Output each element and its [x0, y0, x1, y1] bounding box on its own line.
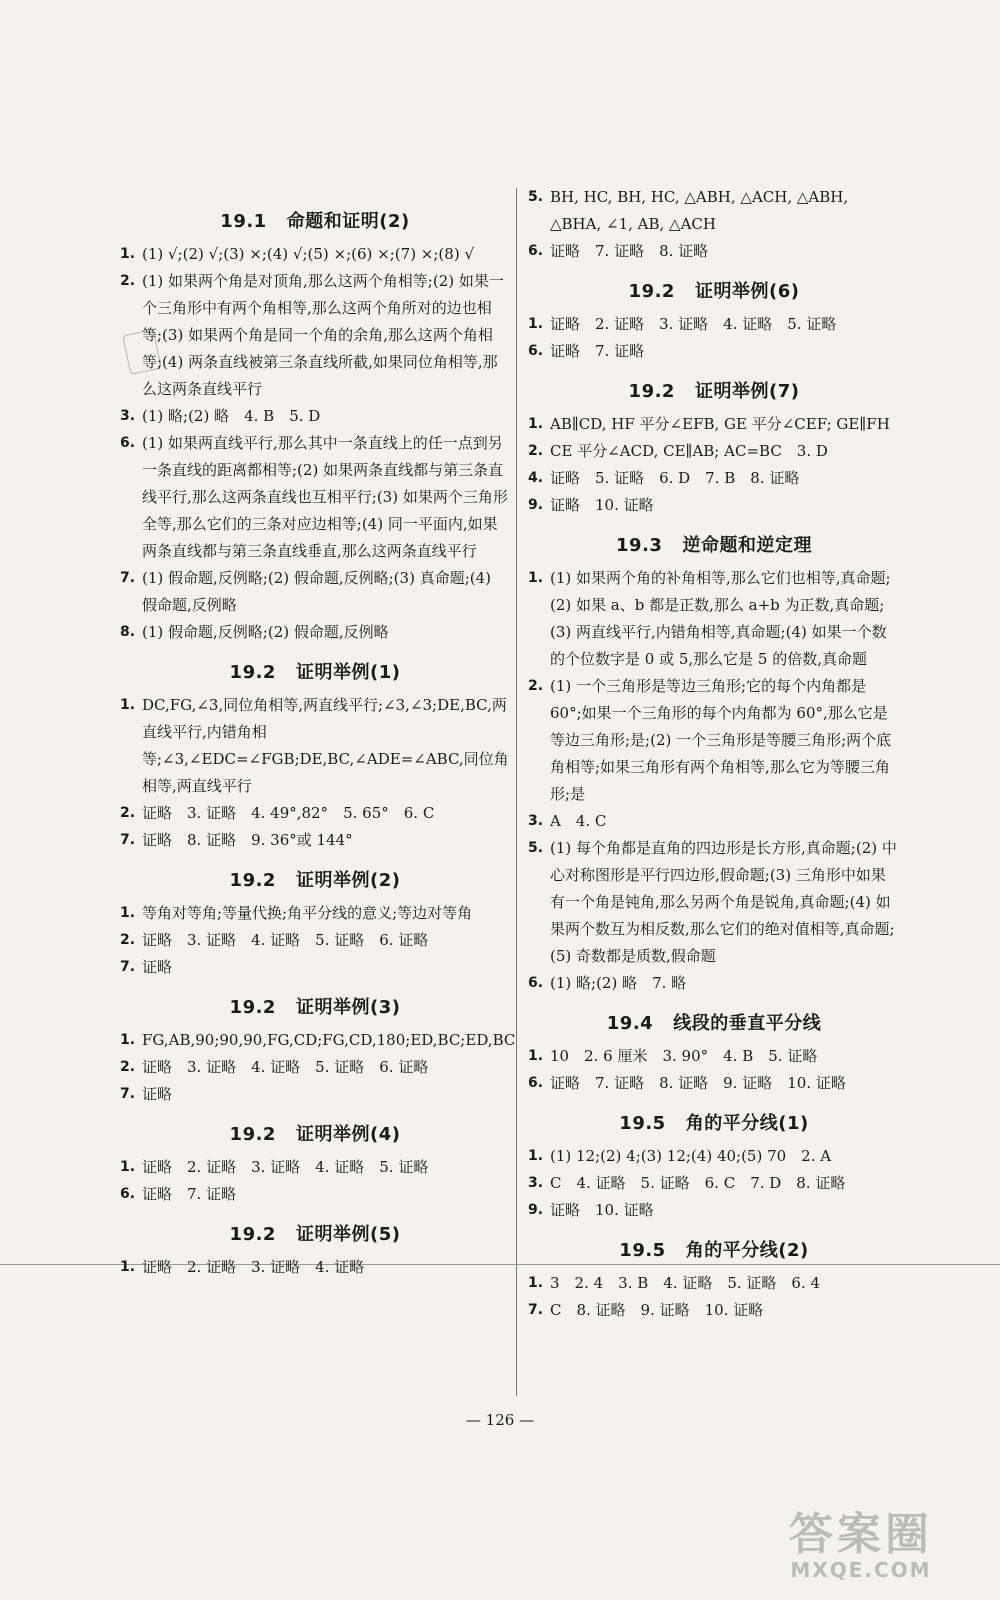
item-text: (1) 如果两个角是对顶角,那么这两个角相等;(2) 如果一个三角形中有两个角相等,那么这两个角所对的边也相等;(3) 如果两个角是同一个角的余角,那么这两个角相等;(4) 两条直线被第三条直线所截,如果同位角相等,那么这两条直线平行 [142, 272, 504, 398]
left-column [120, 195, 516, 1281]
section-heading [528, 277, 900, 303]
answer-item [528, 465, 900, 492]
item-text: CE 平分∠ACD, CE∥AB; AC=BC 3. D [550, 442, 828, 460]
answer-item [120, 1254, 510, 1281]
item-number: 7. [120, 1086, 136, 1102]
answer-section [120, 658, 510, 854]
answer-item [120, 241, 510, 268]
item-number: 1. [120, 246, 136, 262]
section-number: 19.2 [229, 870, 276, 891]
answer-item [528, 492, 900, 519]
item-text: 证略 7. 证略 [550, 342, 645, 360]
item-text: 10 2. 6 厘米 3. 90° 4. B 5. 证略 [550, 1047, 818, 1065]
section-heading [528, 1236, 900, 1262]
answer-item [120, 1181, 510, 1208]
item-text: (1) 如果两个角的补角相等,那么它们也相等,真命题;(2) 如果 a、b 都是正数,那么 a+b 为正数,真命题;(3) 两直线平行,内错角相等,真命题;(4) 如果一个数的个位数字是 0 或 5,那么它是 5 的倍数,真命题 [550, 569, 891, 668]
answer-item [528, 411, 900, 438]
answer-section [120, 1220, 510, 1281]
page-number: — 126 — [465, 1411, 535, 1429]
item-text: AB∥CD, HF 平分∠EFB, GE 平分∠CEF; GE∥FH [550, 415, 890, 433]
section-number: 19.3 [616, 535, 663, 556]
item-text: (1) 假命题,反例略;(2) 假命题,反例略;(3) 真命题;(4) 假命题,反例略 [142, 569, 491, 614]
answer-section [528, 377, 900, 519]
item-number: 6. [120, 435, 136, 451]
answer-item [528, 1170, 900, 1197]
answer-item [528, 184, 900, 238]
answer-item [528, 311, 900, 338]
item-text: 证略 8. 证略 9. 36°或 144° [142, 831, 353, 849]
item-number: 1. [120, 1259, 136, 1275]
item-number: 7. [120, 959, 136, 975]
answer-item [528, 970, 900, 997]
answer-item [120, 900, 510, 927]
item-number: 1. [528, 1275, 544, 1291]
section-title: 证明举例(1) [295, 662, 401, 683]
item-text: (1) 假命题,反例略;(2) 假命题,反例略 [142, 623, 389, 641]
answer-item [120, 430, 510, 565]
item-number: 3. [120, 408, 136, 424]
item-text: (1) √;(2) √;(3) ×;(4) √;(5) ×;(6) ×;(7) ×;(8) √ [142, 245, 475, 263]
item-number: 1. [120, 1159, 136, 1175]
answer-item [528, 438, 900, 465]
item-text: 证略 5. 证略 6. D 7. B 8. 证略 [550, 469, 800, 487]
answer-section [528, 184, 900, 265]
answer-section [120, 993, 516, 1108]
item-number: 1. [528, 1048, 544, 1064]
item-text: FG,AB,90;90,90,FG,CD;FG,CD,180;ED,BC;ED,BC [142, 1031, 516, 1049]
item-number: 7. [528, 1302, 544, 1318]
item-number: 1. [528, 416, 544, 432]
section-heading [120, 866, 510, 892]
answer-item [528, 565, 900, 673]
item-number: 1. [528, 570, 544, 586]
section-number: 19.2 [628, 281, 675, 302]
section-number: 19.2 [229, 1224, 276, 1245]
answer-item [120, 1081, 510, 1108]
answer-item [528, 338, 900, 365]
item-text: 证略 7. 证略 8. 证略 [550, 242, 709, 260]
section-heading [528, 1109, 900, 1135]
item-text: 证略 2. 证略 3. 证略 4. 证略 [142, 1258, 365, 1276]
section-title: 角的平分线(1) [685, 1113, 809, 1134]
item-number: 2. [120, 932, 136, 948]
answer-item [528, 1197, 900, 1224]
section-title: 证明举例(2) [295, 870, 401, 891]
item-text: 证略 2. 证略 3. 证略 4. 证略 5. 证略 [550, 315, 837, 333]
section-title: 证明举例(6) [694, 281, 800, 302]
answer-section [120, 1120, 510, 1208]
answer-item [120, 1154, 510, 1181]
item-number: 6. [528, 1075, 544, 1091]
section-number: 19.2 [229, 997, 276, 1018]
section-title: 命题和证明(2) [286, 211, 410, 232]
item-number: 7. [120, 570, 136, 586]
section-title: 证明举例(7) [694, 381, 800, 402]
item-text: 证略 7. 证略 [142, 1185, 237, 1203]
answer-item [120, 268, 510, 403]
section-number: 19.5 [619, 1113, 666, 1134]
item-number: 1. [120, 1032, 136, 1048]
answer-item [120, 827, 510, 854]
item-number: 1. [120, 697, 136, 713]
item-number: 5. [528, 189, 544, 205]
answer-item [120, 1027, 516, 1054]
item-text: C 4. 证略 5. 证略 6. C 7. D 8. 证略 [550, 1174, 846, 1192]
answer-section [528, 1236, 900, 1324]
section-number: 19.2 [229, 1124, 276, 1145]
answer-item [528, 1270, 900, 1297]
item-text: 证略 [142, 958, 173, 976]
section-heading [120, 1220, 510, 1246]
watermark-text: 答案圈 [789, 1509, 933, 1560]
item-text: 3 2. 4 3. B 4. 证略 5. 证略 6. 4 [550, 1274, 821, 1292]
item-text: BH, HC, BH, HC, △ABH, △ACH, △ABH, △BHA, ∠1, AB, △ACH [550, 188, 849, 233]
section-title: 线段的垂直平分线 [673, 1013, 822, 1034]
item-text: (1) 一个三角形是等边三角形;它的每个内角都是 60°;如果一个三角形的每个内角都为 60°,那么它是等边三角形;是;(2) 一个三角形是等腰三角形;两个底角相等;如果三角形有两个角相等,那么它为等腰三角形;是 [550, 677, 892, 803]
answer-section [528, 1109, 900, 1224]
item-number: 2. [528, 443, 544, 459]
section-title: 证明举例(5) [295, 1224, 401, 1245]
item-text: (1) 12;(2) 4;(3) 12;(4) 40;(5) 70 2. A [550, 1147, 832, 1165]
item-text: 证略 3. 证略 4. 49°,82° 5. 65° 6. C [142, 804, 435, 822]
answer-item [120, 954, 510, 981]
answer-item [120, 692, 510, 800]
item-text: (1) 每个角都是直角的四边形是长方形,真命题;(2) 中心对称图形是平行四边形,假命题;(3) 三角形中如果有一个角是钝角,那么另两个角是锐角,真命题;(4) 如果两个数互为相反数,那么它们的绝对值相等,真命题;(5) 奇数都是质数,假命题 [550, 839, 897, 965]
item-text: A 4. C [550, 812, 607, 830]
item-number: 6. [528, 975, 544, 991]
answer-item [528, 1070, 900, 1097]
item-text: 证略 7. 证略 8. 证略 9. 证略 10. 证略 [550, 1074, 846, 1092]
answer-section [528, 531, 900, 997]
section-title: 证明举例(3) [295, 997, 401, 1018]
item-text: C 8. 证略 9. 证略 10. 证略 [550, 1301, 764, 1319]
answer-item [120, 800, 510, 827]
item-text: 证略 10. 证略 [550, 1201, 654, 1219]
item-text: 证略 3. 证略 4. 证略 5. 证略 6. 证略 [142, 931, 429, 949]
item-text: 证略 [142, 1085, 173, 1103]
item-text: (1) 略;(2) 略 7. 略 [550, 974, 687, 992]
section-number: 19.5 [619, 1240, 666, 1261]
item-number: 2. [120, 1059, 136, 1075]
answer-item [528, 238, 900, 265]
answer-item [528, 1143, 900, 1170]
item-text: DC,FG,∠3,同位角相等,两直线平行;∠3,∠3;DE,BC,两直线平行,内错角相等;∠3,∠EDC=∠FGB;DE,BC,∠ADE=∠ABC,同位角相等,两直线平行 [142, 696, 509, 795]
section-title: 逆命题和逆定理 [682, 535, 812, 556]
answer-item [120, 619, 510, 646]
section-number: 19.2 [229, 662, 276, 683]
answer-section [120, 866, 510, 981]
watermark-url: MXQE.COM [790, 1558, 932, 1582]
item-number: 8. [120, 624, 136, 640]
item-number: 4. [528, 470, 544, 486]
item-number: 9. [528, 1202, 544, 1218]
item-number: 1. [528, 1148, 544, 1164]
answer-section [120, 207, 510, 646]
section-heading [120, 207, 510, 233]
item-number: 3. [528, 813, 544, 829]
item-number: 6. [528, 243, 544, 259]
answer-item [528, 808, 900, 835]
answer-item [528, 1297, 900, 1324]
answer-item [528, 673, 900, 808]
item-text: (1) 略;(2) 略 4. B 5. D [142, 407, 321, 425]
column-divider [516, 188, 517, 1396]
section-heading [120, 993, 510, 1019]
answer-section [528, 1009, 900, 1097]
item-text: 证略 2. 证略 3. 证略 4. 证略 5. 证略 [142, 1158, 429, 1176]
section-title: 证明举例(4) [295, 1124, 401, 1145]
answer-item [528, 1043, 900, 1070]
item-text: (1) 如果两直线平行,那么其中一条直线上的任一点到另一条直线的距离都相等;(2) 如果两条直线都与第三条直线平行,那么这两条直线也互相平行;(3) 如果两个三角形全等,那么它们的三条对应边相等;(4) 同一平面内,如果两条直线都与第三条直线垂直,那么这两条直线平行 [142, 434, 508, 560]
item-number: 9. [528, 497, 544, 513]
site-watermark [746, 1509, 976, 1582]
section-number: 19.2 [628, 381, 675, 402]
item-text: 等角对等角;等量代换;角平分线的意义;等边对等角 [142, 904, 473, 922]
section-heading [528, 1009, 900, 1035]
answer-item [120, 927, 510, 954]
section-number: 19.4 [606, 1013, 654, 1034]
section-title: 角的平分线(2) [685, 1240, 809, 1261]
answer-item [120, 1054, 510, 1081]
item-number: 2. [120, 805, 136, 821]
item-number: 2. [120, 273, 136, 289]
item-number: 2. [528, 678, 544, 694]
section-heading [528, 531, 900, 557]
item-number: 6. [528, 343, 544, 359]
section-heading [120, 658, 510, 684]
item-number: 1. [528, 316, 544, 332]
right-column [528, 184, 900, 1324]
item-text: 证略 10. 证略 [550, 496, 654, 514]
section-number: 19.1 [220, 211, 267, 232]
item-number: 3. [528, 1175, 544, 1191]
item-number: 5. [528, 840, 544, 856]
item-number: 1. [120, 905, 136, 921]
item-text: 证略 3. 证略 4. 证略 5. 证略 6. 证略 [142, 1058, 429, 1076]
answer-item [120, 565, 510, 619]
item-number: 7. [120, 832, 136, 848]
answer-item [528, 835, 900, 970]
answer-item [120, 403, 510, 430]
answer-section [528, 277, 900, 365]
item-number: 6. [120, 1186, 136, 1202]
section-heading [120, 1120, 510, 1146]
section-heading [528, 377, 900, 403]
